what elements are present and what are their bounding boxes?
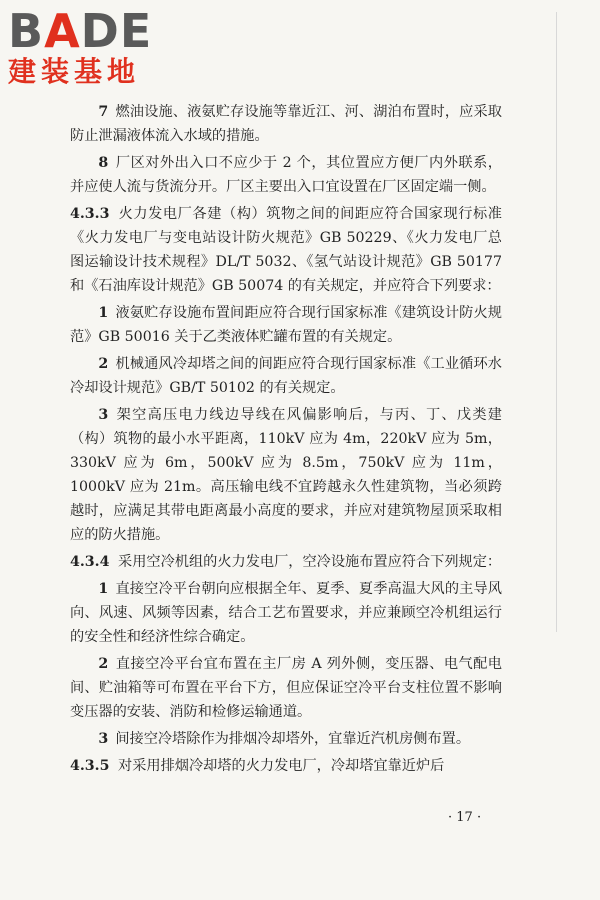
logo-brand-part1: B: [8, 4, 45, 58]
item-number: 1: [98, 581, 109, 597]
item-number: 3: [98, 731, 109, 747]
paragraph: [70, 727, 502, 751]
item-number: 2: [98, 356, 109, 372]
clause-paragraph: [70, 550, 502, 574]
paragraph: [70, 301, 502, 349]
item-text: 间接空冷塔除作为排烟冷却塔外，宜靠近汽机房侧布置。: [115, 731, 471, 747]
paragraph: [70, 403, 502, 547]
logo: [8, 4, 178, 88]
page-edge-rule: [556, 12, 557, 632]
item-text: 液氨贮存设施布置间距应符合现行国家标准《建筑设计防火规范》GB 50016 关于乙类液体贮罐布置的有关规定。: [70, 305, 502, 345]
item-text: 厂区对外出入口不应少于 2 个，其位置应方便厂内外联系，并应使人流与货流分开。厂区主要出入口宜设置在厂区固定端一侧。: [70, 155, 502, 195]
logo-brand-a: A: [44, 4, 81, 58]
clause-number: 4.3.3: [70, 206, 110, 222]
paragraph: [70, 352, 502, 400]
item-number: 1: [98, 305, 109, 321]
clause-paragraph: [70, 202, 502, 298]
clause-number: 4.3.4: [70, 554, 110, 570]
item-number: 8: [98, 155, 109, 171]
clause-number: 4.3.5: [70, 758, 110, 774]
paragraph: [70, 100, 502, 148]
logo-brand: [8, 4, 178, 58]
item-text: 直接空冷平台宜布置在主厂房 A 列外侧，变压器、电气配电间、贮油箱等可布置在平台下方，但应保证空冷平台支柱位置不影响变压器的安装、消防和检修运输通道。: [70, 656, 502, 720]
item-number: 3: [98, 407, 109, 423]
clause-text: 对采用排烟冷却塔的火力发电厂，冷却塔宜靠近炉后: [118, 758, 445, 774]
paragraph: [70, 151, 502, 199]
paragraph: [70, 652, 502, 724]
document-body: [70, 100, 502, 781]
item-text: 机械通风冷却塔之间的间距应符合现行国家标准《工业循环水冷却设计规范》GB/T 50102 的有关规定。: [70, 356, 502, 396]
item-number: 7: [98, 104, 109, 120]
clause-text: 采用空冷机组的火力发电厂，空冷设施布置应符合下列规定：: [118, 554, 502, 570]
logo-subtitle: 建装基地: [8, 55, 141, 88]
paragraph: [70, 577, 502, 649]
clause-paragraph: [70, 754, 502, 778]
logo-brand-part2: DE: [80, 4, 153, 58]
item-number: 2: [98, 656, 109, 672]
item-text: 架空高压电力线边导线在风偏影响后，与丙、丁、戊类建（构）筑物的最小水平距离，110kV 应为 4m，220kV 应为 5m，330kV 应为 6m，500kV 应为 8.5m，750kV 应为 11m，1000kV 应为 21m。高压输电线不宜跨越永久性建筑物，当必须跨越时，应满足其带电距离最小高度的要求，并应对建筑物屋顶采取相应的防火措施。: [70, 407, 502, 543]
clause-text: 火力发电厂各建（构）筑物之间的间距应符合国家现行标准《火力发电厂与变电站设计防火规范》GB 50229、《火力发电厂总图运输设计技术规程》DL/T 5032、《氢气站设计规范》GB 50177和《石油库设计规范》GB 50074 的有关规定，并应符合下列要求：: [70, 206, 502, 294]
page-number: · 17 ·: [448, 810, 482, 825]
item-text: 直接空冷平台朝向应根据全年、夏季、夏季高温大风的主导风向、风速、风频等因素，结合工艺布置要求，并应兼顾空冷机组运行的安全性和经济性综合确定。: [70, 581, 502, 645]
item-text: 燃油设施、液氨贮存设施等靠近江、河、湖泊布置时，应采取防止泄漏液体流入水域的措施。: [70, 104, 502, 144]
